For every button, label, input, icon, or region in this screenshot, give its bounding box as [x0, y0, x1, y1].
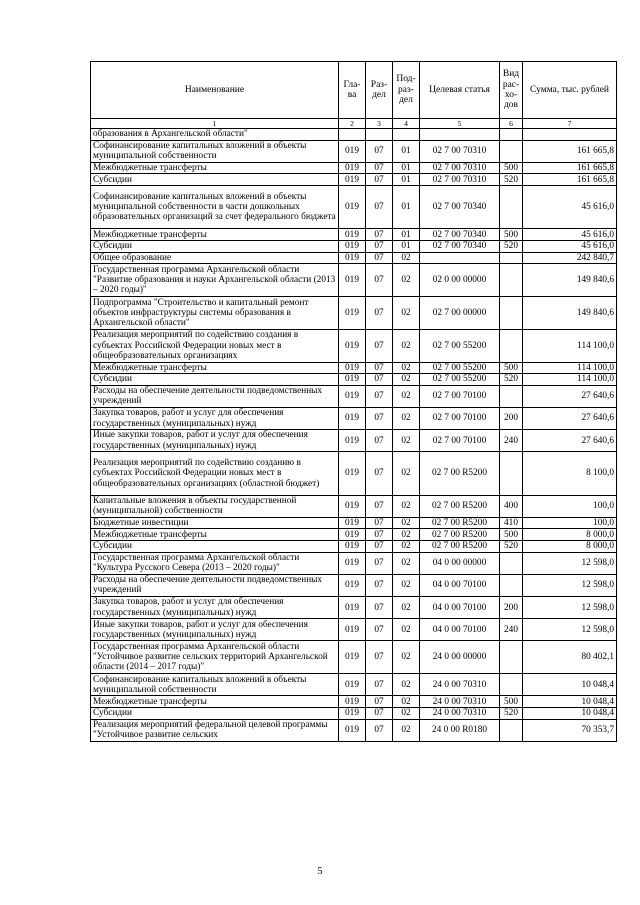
row-section: 07	[366, 517, 393, 529]
header-target-article: Целевая статья	[420, 62, 500, 119]
row-section: 07	[366, 541, 393, 553]
row-target-article: 24 0 00 70310	[420, 707, 500, 719]
row-subsection: 02	[393, 597, 420, 619]
row-section: 07	[366, 252, 393, 264]
row-name: Государственная программа Архангельской области "Устойчивое развитие сельских территорий Архангельской области (2014 – 2017 годы)"	[91, 641, 339, 674]
row-chapter: 019	[339, 240, 366, 252]
row-section: 07	[366, 362, 393, 374]
row-name: образования в Архангельской области"	[91, 129, 339, 141]
row-chapter: 019	[339, 374, 366, 386]
row-sum: 27 640,6	[523, 407, 617, 429]
table-row	[91, 185, 617, 228]
row-name: Реализация мероприятий федеральной целевой программы "Устойчивое развитие сельских	[91, 719, 339, 741]
table-row	[91, 529, 617, 541]
row-chapter: 019	[339, 385, 366, 407]
row-expense-kind: 500	[500, 229, 523, 241]
header-sum: Сумма, тыс. рублей	[523, 62, 617, 119]
row-section: 07	[366, 529, 393, 541]
header-expense-kind: Вид рас-хо-дов	[500, 62, 523, 119]
row-sum: 149 840,6	[523, 296, 617, 329]
row-chapter: 019	[339, 541, 366, 553]
row-subsection: 01	[393, 240, 420, 252]
header-subsection: Под-раз-дел	[393, 62, 420, 119]
table-row	[91, 240, 617, 252]
row-subsection: 02	[393, 452, 420, 495]
table-row	[91, 641, 617, 674]
row-name: Расходы на обеспечение деятельности подведомственных учреждений	[91, 574, 339, 596]
row-target-article: 02 7 00 70310	[420, 140, 500, 162]
table-row	[91, 162, 617, 174]
row-sum: 10 048,4	[523, 696, 617, 708]
row-target-article: 04 0 00 70100	[420, 619, 500, 641]
row-subsection: 02	[393, 385, 420, 407]
row-expense-kind: 520	[500, 240, 523, 252]
table-row	[91, 541, 617, 553]
row-target-article: 02 7 00 70340	[420, 185, 500, 228]
header-row	[91, 62, 617, 119]
table-row	[91, 707, 617, 719]
row-sum: 80 402,1	[523, 641, 617, 674]
row-subsection: 02	[393, 329, 420, 362]
row-expense-kind	[500, 385, 523, 407]
row-subsection: 02	[393, 552, 420, 574]
row-name: Закупка товаров, работ и услуг для обеспечения государственных (муниципальных) нужд	[91, 407, 339, 429]
column-number: 1	[91, 119, 339, 129]
row-target-article: 02 7 00 70100	[420, 430, 500, 452]
row-name: Софинансирование капитальных вложений в объекты муниципальной собственности в части дошкольных образовательных организаций за счет федерального бюджета	[91, 185, 339, 228]
page-number: 5	[317, 866, 323, 877]
row-name: Капитальные вложения в объекты государственной (муниципальной) собственности	[91, 495, 339, 517]
row-name: Субсидии	[91, 240, 339, 252]
row-expense-kind: 410	[500, 517, 523, 529]
row-chapter: 019	[339, 229, 366, 241]
row-expense-kind	[500, 574, 523, 596]
row-expense-kind	[500, 552, 523, 574]
row-subsection: 02	[393, 407, 420, 429]
row-sum: 149 840,6	[523, 264, 617, 297]
row-target-article: 02 7 00 00000	[420, 296, 500, 329]
table-row	[91, 552, 617, 574]
budget-table	[90, 61, 617, 742]
row-subsection: 02	[393, 517, 420, 529]
row-name: Межбюджетные трансферты	[91, 162, 339, 174]
row-chapter: 019	[339, 619, 366, 641]
row-target-article: 02 7 00 70100	[420, 407, 500, 429]
table-body	[91, 129, 617, 742]
table-row	[91, 362, 617, 374]
row-sum: 12 598,0	[523, 619, 617, 641]
table-row	[91, 252, 617, 264]
row-name: Бюджетные инвестиции	[91, 517, 339, 529]
row-sum: 27 640,6	[523, 430, 617, 452]
table-row	[91, 696, 617, 708]
row-target-article: 02 7 00 70340	[420, 229, 500, 241]
row-sum: 12 598,0	[523, 552, 617, 574]
row-section: 07	[366, 240, 393, 252]
table-row	[91, 264, 617, 297]
table-row	[91, 229, 617, 241]
row-name: Общее образование	[91, 252, 339, 264]
row-target-article: 24 0 00 70310	[420, 696, 500, 708]
row-name: Межбюджетные трансферты	[91, 229, 339, 241]
row-chapter: 019	[339, 452, 366, 495]
row-expense-kind	[500, 129, 523, 141]
row-section: 07	[366, 641, 393, 674]
table-row	[91, 719, 617, 741]
row-chapter: 019	[339, 185, 366, 228]
row-name: Иные закупки товаров, работ и услуг для обеспечения государственных (муниципальных) нужд	[91, 430, 339, 452]
row-expense-kind: 500	[500, 529, 523, 541]
table-row	[91, 174, 617, 186]
row-name: Субсидии	[91, 174, 339, 186]
table-row	[91, 574, 617, 596]
row-expense-kind: 520	[500, 707, 523, 719]
row-subsection: 01	[393, 174, 420, 186]
header-section: Раз-дел	[366, 62, 393, 119]
row-expense-kind: 500	[500, 696, 523, 708]
row-chapter: 019	[339, 252, 366, 264]
row-subsection	[393, 129, 420, 141]
row-subsection: 02	[393, 719, 420, 741]
table-row	[91, 374, 617, 386]
row-target-article: 02 7 00 R5200	[420, 452, 500, 495]
row-sum: 10 048,4	[523, 674, 617, 696]
row-expense-kind: 500	[500, 162, 523, 174]
row-name: Реализация мероприятий по содействию создания в субъектах Российской Федерации новых мест в общеобразовательных организациях	[91, 329, 339, 362]
row-chapter: 019	[339, 696, 366, 708]
row-sum: 45 616,0	[523, 240, 617, 252]
row-subsection: 02	[393, 374, 420, 386]
row-chapter: 019	[339, 495, 366, 517]
row-subsection: 02	[393, 362, 420, 374]
row-section: 07	[366, 140, 393, 162]
row-target-article: 02 7 00 70310	[420, 174, 500, 186]
row-section: 07	[366, 719, 393, 741]
table-row	[91, 597, 617, 619]
row-sum: 12 598,0	[523, 574, 617, 596]
row-expense-kind: 240	[500, 430, 523, 452]
row-expense-kind: 200	[500, 597, 523, 619]
row-expense-kind	[500, 719, 523, 741]
row-sum: 100,0	[523, 495, 617, 517]
row-section: 07	[366, 619, 393, 641]
table-row	[91, 385, 617, 407]
row-chapter: 019	[339, 174, 366, 186]
row-expense-kind	[500, 264, 523, 297]
row-name: Межбюджетные трансферты	[91, 696, 339, 708]
row-target-article: 04 0 00 00000	[420, 552, 500, 574]
row-target-article: 24 0 00 70310	[420, 674, 500, 696]
row-chapter: 019	[339, 407, 366, 429]
row-expense-kind	[500, 674, 523, 696]
row-chapter: 019	[339, 574, 366, 596]
row-expense-kind: 400	[500, 495, 523, 517]
row-chapter: 019	[339, 641, 366, 674]
row-name: Государственная программа Архангельской области "Развитие образования и науки Архангельской области (2013 – 2020 годы)"	[91, 264, 339, 297]
row-sum: 8 100,0	[523, 452, 617, 495]
row-chapter: 019	[339, 707, 366, 719]
column-number: 2	[339, 119, 366, 129]
row-target-article: 24 0 00 R0180	[420, 719, 500, 741]
row-sum: 161 665,8	[523, 174, 617, 186]
row-chapter: 019	[339, 140, 366, 162]
row-target-article: 02 7 00 R5200	[420, 541, 500, 553]
row-subsection: 01	[393, 229, 420, 241]
column-number: 7	[523, 119, 617, 129]
header-name: Наименование	[91, 62, 339, 119]
table-row	[91, 407, 617, 429]
table-row	[91, 517, 617, 529]
row-section: 07	[366, 162, 393, 174]
row-target-article: 02 7 00 55200	[420, 362, 500, 374]
row-target-article: 02 7 00 70310	[420, 162, 500, 174]
row-section: 07	[366, 296, 393, 329]
row-target-article: 02 7 00 55200	[420, 329, 500, 362]
row-target-article: 02 7 00 70340	[420, 240, 500, 252]
row-subsection: 02	[393, 707, 420, 719]
row-subsection: 01	[393, 162, 420, 174]
row-section: 07	[366, 452, 393, 495]
row-subsection: 02	[393, 264, 420, 297]
row-chapter: 019	[339, 674, 366, 696]
row-subsection: 02	[393, 296, 420, 329]
row-expense-kind: 520	[500, 374, 523, 386]
row-section: 07	[366, 174, 393, 186]
row-sum: 114 100,0	[523, 362, 617, 374]
row-name: Софинансирование капитальных вложений в объекты муниципальной собственности	[91, 674, 339, 696]
row-subsection: 01	[393, 185, 420, 228]
row-section: 07	[366, 264, 393, 297]
column-number: 5	[420, 119, 500, 129]
row-sum: 114 100,0	[523, 329, 617, 362]
row-chapter: 019	[339, 162, 366, 174]
row-name: Подпрограмма "Строительство и капитальный ремонт объектов инфраструктуры системы образования в Архангельской области"	[91, 296, 339, 329]
row-sum: 114 100,0	[523, 374, 617, 386]
row-subsection: 02	[393, 619, 420, 641]
row-name: Реализация мероприятий по содействию созданию в субъектах Российской Федерации новых мест в общеобразовательных организациях (областной бюджет)	[91, 452, 339, 495]
row-target-article: 04 0 00 70100	[420, 597, 500, 619]
row-sum: 242 840,7	[523, 252, 617, 264]
row-chapter: 019	[339, 529, 366, 541]
row-target-article: 04 0 00 70100	[420, 574, 500, 596]
column-number: 4	[393, 119, 420, 129]
row-sum: 161 665,8	[523, 162, 617, 174]
row-target-article	[420, 252, 500, 264]
table-row	[91, 619, 617, 641]
row-chapter: 019	[339, 329, 366, 362]
column-number-row	[91, 119, 617, 129]
row-chapter: 019	[339, 264, 366, 297]
row-section: 07	[366, 597, 393, 619]
table-row	[91, 329, 617, 362]
row-subsection: 02	[393, 529, 420, 541]
table-row	[91, 495, 617, 517]
row-name: Межбюджетные трансферты	[91, 362, 339, 374]
row-chapter: 019	[339, 719, 366, 741]
row-section: 07	[366, 329, 393, 362]
row-expense-kind	[500, 140, 523, 162]
header-chapter: Гла-ва	[339, 62, 366, 119]
row-target-article: 24 0 00 00000	[420, 641, 500, 674]
row-subsection: 02	[393, 252, 420, 264]
row-sum: 10 048,4	[523, 707, 617, 719]
row-subsection: 02	[393, 696, 420, 708]
row-name: Межбюджетные трансферты	[91, 529, 339, 541]
row-subsection: 02	[393, 674, 420, 696]
row-target-article: 02 0 00 00000	[420, 264, 500, 297]
row-chapter: 019	[339, 430, 366, 452]
row-subsection: 02	[393, 430, 420, 452]
row-target-article: 02 7 00 R5200	[420, 495, 500, 517]
row-section: 07	[366, 696, 393, 708]
row-expense-kind	[500, 185, 523, 228]
row-subsection: 02	[393, 541, 420, 553]
column-number: 6	[500, 119, 523, 129]
row-section: 07	[366, 495, 393, 517]
row-chapter: 019	[339, 597, 366, 619]
row-sum: 100,0	[523, 517, 617, 529]
row-sum: 8 000,0	[523, 541, 617, 553]
row-section: 07	[366, 407, 393, 429]
row-section: 07	[366, 229, 393, 241]
row-name: Субсидии	[91, 541, 339, 553]
row-target-article	[420, 129, 500, 141]
table-row	[91, 140, 617, 162]
row-section: 07	[366, 552, 393, 574]
row-expense-kind	[500, 452, 523, 495]
row-target-article: 02 7 00 R5200	[420, 529, 500, 541]
row-subsection: 02	[393, 641, 420, 674]
row-name: Субсидии	[91, 374, 339, 386]
row-sum: 8 000,0	[523, 529, 617, 541]
row-chapter	[339, 129, 366, 141]
row-section: 07	[366, 574, 393, 596]
table-row	[91, 430, 617, 452]
row-chapter: 019	[339, 296, 366, 329]
row-expense-kind	[500, 641, 523, 674]
row-subsection: 02	[393, 574, 420, 596]
row-name: Софинансирование капитальных вложений в объекты муниципальной собственности	[91, 140, 339, 162]
row-sum	[523, 129, 617, 141]
column-number: 3	[366, 119, 393, 129]
row-target-article: 02 7 00 55200	[420, 374, 500, 386]
row-section: 07	[366, 430, 393, 452]
row-expense-kind: 500	[500, 362, 523, 374]
row-sum: 12 598,0	[523, 597, 617, 619]
row-sum: 45 616,0	[523, 185, 617, 228]
row-section: 07	[366, 707, 393, 719]
row-section	[366, 129, 393, 141]
row-name: Иные закупки товаров, работ и услуг для обеспечения государственных (муниципальных) нужд	[91, 619, 339, 641]
table-row	[91, 296, 617, 329]
row-name: Закупка товаров, работ и услуг для обеспечения государственных (муниципальных) нужд	[91, 597, 339, 619]
row-sum: 161 665,8	[523, 140, 617, 162]
row-target-article: 02 7 00 70100	[420, 385, 500, 407]
row-name: Расходы на обеспечение деятельности подведомственных учреждений	[91, 385, 339, 407]
row-chapter: 019	[339, 362, 366, 374]
row-expense-kind	[500, 329, 523, 362]
row-subsection: 01	[393, 140, 420, 162]
row-section: 07	[366, 185, 393, 228]
row-expense-kind: 240	[500, 619, 523, 641]
row-subsection: 02	[393, 495, 420, 517]
table-row	[91, 674, 617, 696]
row-target-article: 02 7 00 R5200	[420, 517, 500, 529]
table-row	[91, 452, 617, 495]
row-expense-kind: 520	[500, 174, 523, 186]
row-section: 07	[366, 385, 393, 407]
row-expense-kind	[500, 252, 523, 264]
row-expense-kind	[500, 296, 523, 329]
row-chapter: 019	[339, 552, 366, 574]
row-name: Государственная программа Архангельской области "Культура Русского Севера (2013 – 2020 годы)"	[91, 552, 339, 574]
table-row	[91, 129, 617, 141]
row-section: 07	[366, 674, 393, 696]
row-section: 07	[366, 374, 393, 386]
row-expense-kind: 520	[500, 541, 523, 553]
row-sum: 70 353,7	[523, 719, 617, 741]
row-sum: 27 640,6	[523, 385, 617, 407]
row-chapter: 019	[339, 517, 366, 529]
row-sum: 45 616,0	[523, 229, 617, 241]
row-expense-kind: 200	[500, 407, 523, 429]
row-name: Субсидии	[91, 707, 339, 719]
